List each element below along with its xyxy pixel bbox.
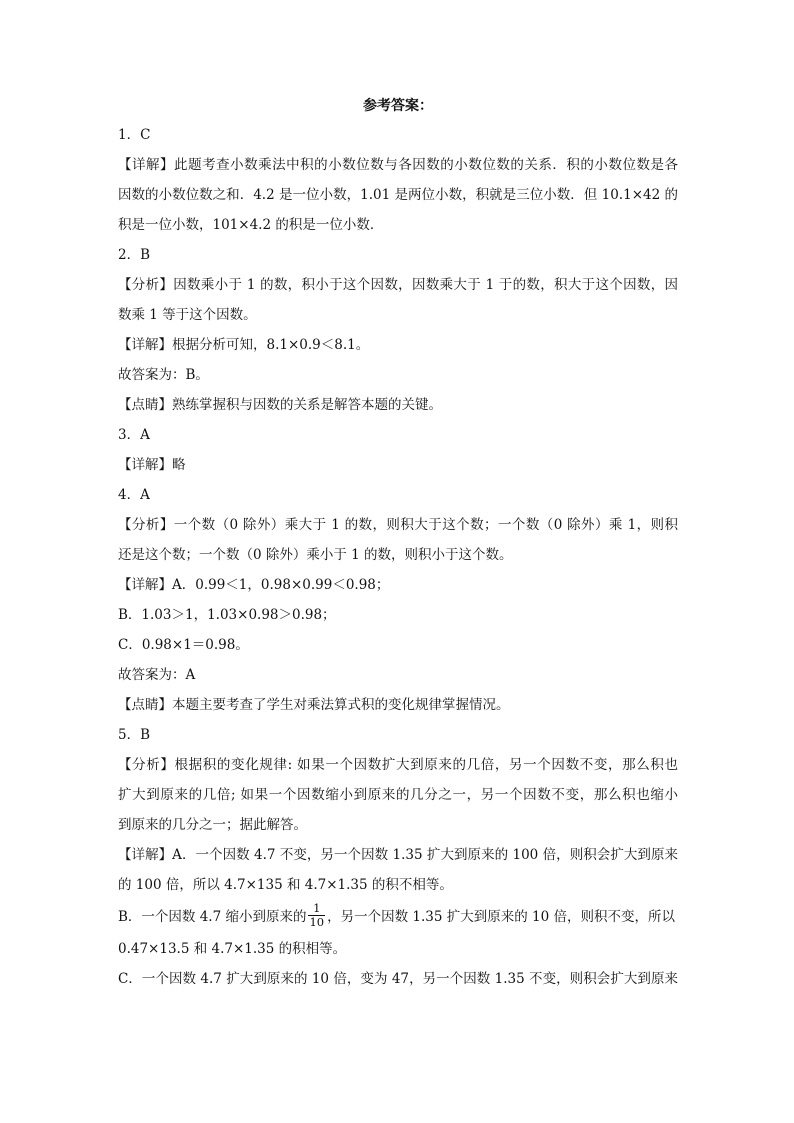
answer-number: 3．A [118,427,150,443]
text-line: 到原来的几分之一；据此解答。 [118,817,307,833]
text-line: 数乘 1 等于这个因数。 [118,307,257,323]
fraction-denominator: 10 [309,915,325,929]
text-line: 【详解】根据分析可知，8.1×0.9＜8.1。 [118,337,370,353]
page-title: 参考答案： [363,98,433,114]
text-line: 【详解】A．0.99＜1，0.98×0.99＜0.98； [118,577,390,593]
answer-number: 2．B [118,247,151,263]
answer-number: 5．B [118,727,151,743]
text-line: 故答案为：B。 [118,367,209,383]
text-line: B．1.03＞1，1.03×0.98＞0.98； [118,607,336,623]
text-line: C．一个因数 4.7 扩大到原来的 10 倍，变为 47，另一个因数 1.35 不变，则积会扩大到原来 [118,971,678,987]
text-line: 【分析】因数乘小于 1 的数，积小于这个因数，因数乘大于 1 于的数，积大于这个因数，因 [118,277,678,293]
fraction-line [118,900,678,934]
text-line: 故答案为：A [118,667,196,683]
fraction [308,900,325,929]
text-line: 【点睛】本题主要考查了学生对乘法算式积的变化规律掌握情况。 [118,697,510,713]
text-line: 积是一位小数，101×4.2 的积是一位小数． [118,217,384,233]
text-line: 【分析】根据积的变化规律: 如果一个因数扩大到原来的几倍，另一个因数不变，那么积也 [118,757,678,773]
text-line: C．0.98×1＝0.98。 [118,637,249,653]
text-line: 【详解】A．一个因数 4.7 不变，另一个因数 1.35 扩大到原来的 100 倍，则积会扩大到原来 [118,847,678,863]
text-line: 因数的小数位数之和．4.2 是一位小数，1.01 是两位小数，积就是三位小数．但 10.1×42 的 [118,187,678,203]
text-line: 的 100 倍，所以 4.7×135 和 4.7×1.35 的积不相等。 [118,877,453,893]
text-line: 【点睛】熟练掌握积与因数的关系是解答本题的关键。 [118,397,442,413]
text-line: 还是这个数；一个数（0 除外）乘小于 1 的数，则积小于这个数。 [118,547,513,563]
answer-number: 1．C [118,127,151,143]
answer-number: 4．A [118,487,150,503]
fraction-line-after: ，另一个因数 1.35 扩大到原来的 10 倍，则积不变，所以 [327,909,676,925]
fraction-numerator: 1 [308,903,325,917]
text-line: 0.47×13.5 和 4.7×1.35 的积相等。 [118,941,347,957]
text-line: 【分析】一个数（0 除外）乘大于 1 的数，则积大于这个数；一个数（0 除外）乘 1，则积 [118,517,678,533]
text-line: 【详解】略 [118,457,186,473]
fraction-line-before: B．一个因数 4.7 缩小到原来的 [118,909,307,925]
answer-page [118,92,678,994]
text-line: 扩大到原来的几倍; 如果一个因数缩小到原来的几分之一，另一个因数不变，那么积也缩小 [118,787,678,803]
text-line: 【详解】此题考查小数乘法中积的小数位数与各因数的小数位数的关系．积的小数位数是各 [118,157,678,173]
